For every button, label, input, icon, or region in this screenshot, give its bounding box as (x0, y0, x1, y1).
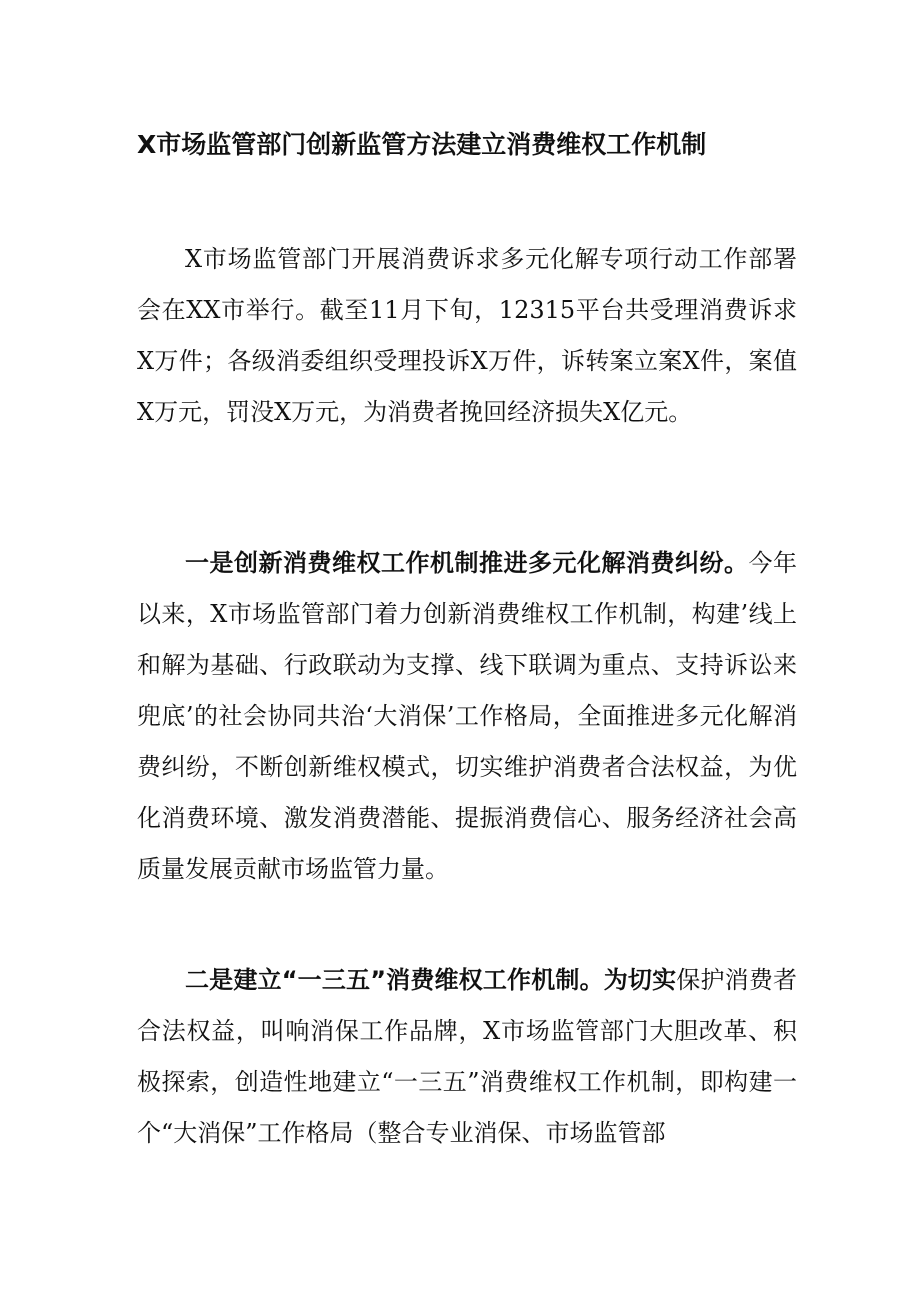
paragraph-3 (137, 955, 797, 1159)
paragraph-2-text: 今年以来，X市场监管部门着力创新消费维权工作机制，构建’线上和解为基础、行政联动为支撑、线下联调为重点、支持诉讼来兜底’的社会协同共治‘大消保’工作格局，全面推进多元化解消费纠纷，不断创新维权模式，切实维护消费者合法权益，为优化消费环境、激发消费潜能、提振消费信心、服务经济社会高质量发展贡献市场监管力量。 (137, 549, 797, 883)
paragraph-2 (137, 538, 797, 895)
document-title: X市场监管部门创新监管方法建立消费维权工作机制 (137, 130, 707, 159)
paragraph-3-lead: 二是建立“一三五”消费维权工作机制。为切实 (185, 966, 677, 994)
paragraph-3-text: 保护消费者合法权益，叫响消保工作品牌，X市场监管部门大胆改革、积极探索，创造性地建立“一三五”消费维权工作机制，即构建一个“大消保”工作格局（整合专业消保、市场监管部 (137, 966, 798, 1147)
paragraph-1 (137, 234, 797, 438)
paragraph-2-lead: 一是创新消费维权工作机制推进多元化解消费纠纷。 (185, 549, 749, 577)
paragraph-1-text: X市场监管部门开展消费诉求多元化解专项行动工作部署会在XX市举行。截至11月下旬，12315平台共受理消费诉求X万件；各级消委组织受理投诉X万件，诉转案立案X件，案值X万元，罚没X万元，为消费者挽回经济损失X亿元。 (137, 245, 797, 426)
